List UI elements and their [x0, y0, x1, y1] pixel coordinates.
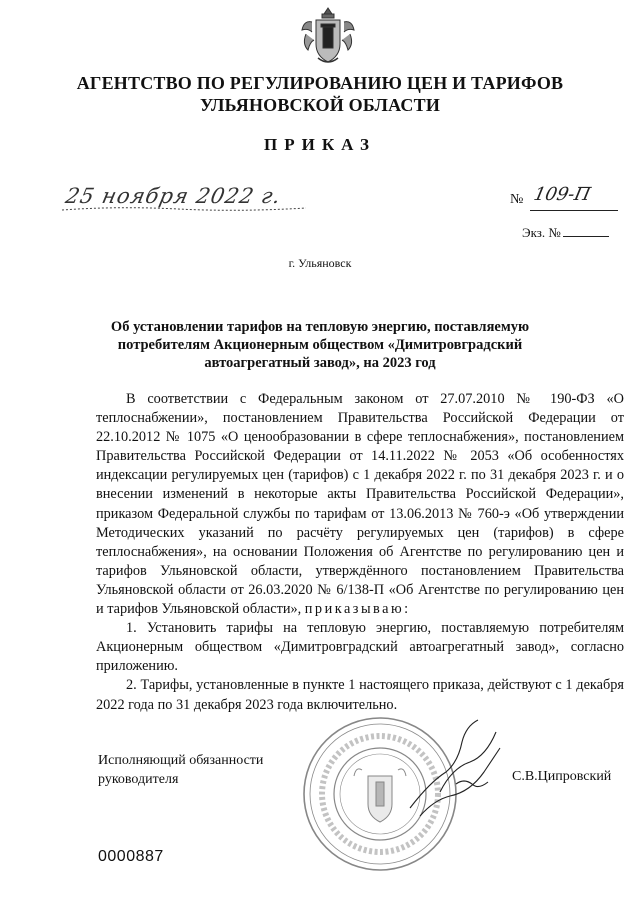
signer-position-line-1: Исполняющий обязанности [98, 753, 264, 768]
city-line: г. Ульяновск [288, 256, 352, 270]
subject-line-2: потребителям Акционерным обществом «Димитровградский [117, 337, 523, 353]
subject-line-3: автоагрегатный завод», на 2023 год [204, 355, 436, 371]
handwritten-date [58, 178, 310, 218]
date-underline [58, 178, 310, 218]
signer-position-line-2: руководителя [98, 772, 179, 787]
order-item-2: 2. Тарифы, установленные в пункте 1 настоящего приказа, действуют с 1 декабря 2022 года по 31 декабря 2023 года включительно. [96, 677, 624, 713]
handwritten-signature-icon [400, 712, 530, 822]
order-number-underline [530, 210, 618, 211]
copy-number-label: Экз. № [522, 225, 561, 240]
signer-name: С.В.Ципровский [512, 769, 612, 784]
document-serial-number: 0000887 [98, 848, 164, 865]
subject-line-1: Об установлении тарифов на тепловую энергию, поставляемую [110, 319, 530, 335]
order-word: приказываю: [304, 601, 411, 618]
order-number-value: 109-П [531, 184, 593, 205]
order-number [510, 186, 620, 216]
signer-position [98, 751, 263, 789]
order-body [96, 390, 624, 715]
preamble-text: В соответствии с Федеральным законом от 27.07.2010 № 190-ФЗ «О теплоснабжении», постановлением Правительства Российской Федерации от 22.10.2012 № 1075 «О ценообразовании в сфере теплоснабжения», постановлением Правительства Российской Федерации от 14.11.2022 № 2053 «Об особенностях индексации регулируемых цен (тарифов) с 1 декабря 2022 г. по 31 декабря 2023 г. и о внесении изменений в некоторые акты Правительства Российской Федерации», приказом Федеральной службы по тарифам от 13.06.2013 № 760-э «Об утверждении Методических указаний по расчёту регулируемых цен (тарифов) в сфере теплоснабжения», на основании Положения об Агентстве по регулированию цен и тарифов Ульяновской области, утверждённого постановлением Правительства Ульяновской области от 26.03.2020 № 6/138-П «Об Агентстве по регулированию цен и тарифов Ульяновской области», [96, 391, 624, 618]
preamble-paragraph [96, 390, 624, 619]
agency-name [0, 72, 640, 116]
agency-name-line-1: АГЕНТСТВО ПО РЕГУЛИРОВАНИЮ ЦЕН И ТАРИФОВ [76, 73, 564, 93]
order-number-label: № [510, 192, 524, 207]
handwritten-date-text: 25 ноября 2022 г. [63, 184, 284, 208]
copy-number [522, 224, 609, 241]
order-item-1: 1. Установить тарифы на тепловую энергию, поставляемую потребителям Акционерным обществом «Димитровградский автоагрегатный завод», согласно приложению. [96, 620, 624, 675]
copy-number-blank [563, 224, 609, 237]
agency-name-line-2: УЛЬЯНОВСКОЙ ОБЛАСТИ [199, 95, 441, 115]
document-type-heading: ПРИКАЗ [264, 135, 376, 154]
coat-of-arms-icon [298, 4, 358, 68]
order-subject [100, 318, 540, 372]
